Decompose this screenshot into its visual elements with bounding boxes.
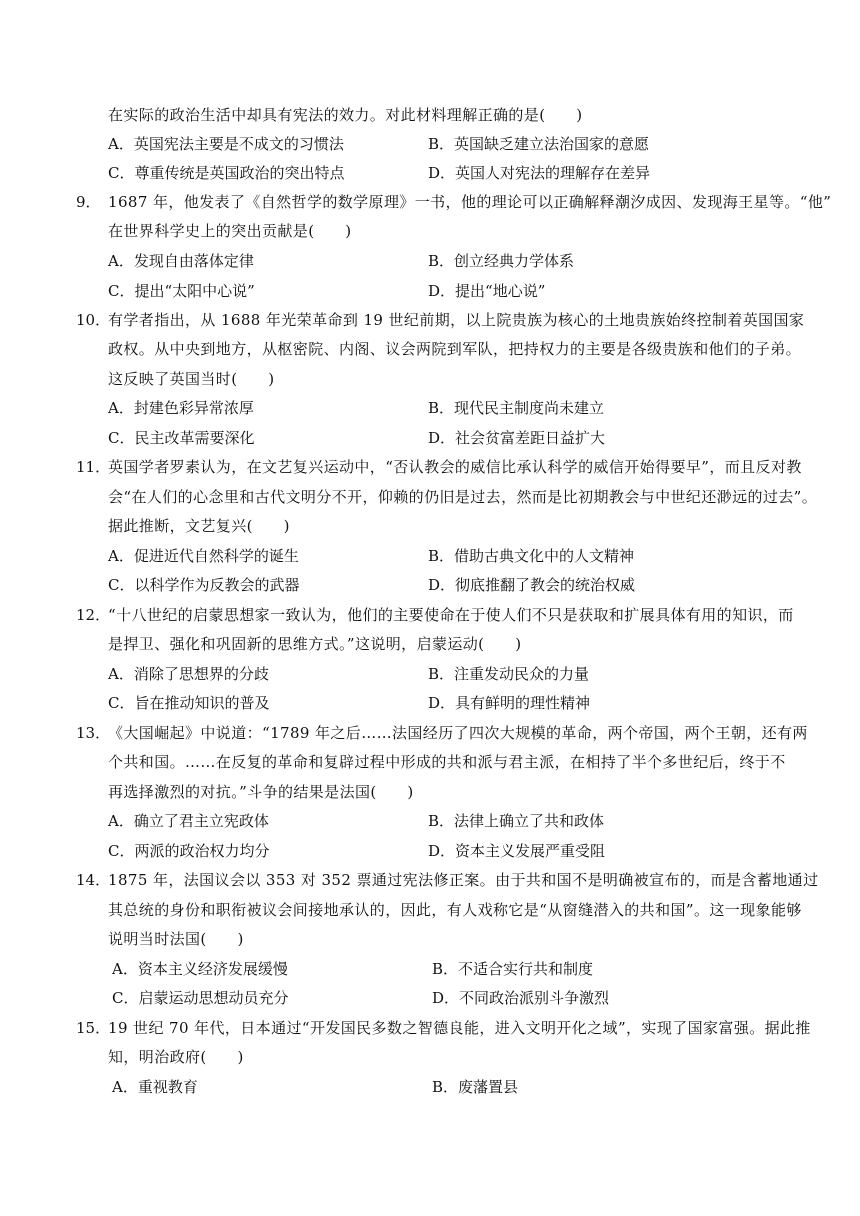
question-13-line-1: 《大国崛起》中说道：“1789 年之后……法国经历了四次大规模的革命，两个帝国，两个王朝，还有两: [108, 724, 808, 742]
question-12-option-b: B．注重发动民众的力量: [428, 665, 590, 683]
question-number: 13．: [76, 724, 111, 742]
question-9-option-d: D．提出“地心说”: [428, 282, 546, 300]
question-12-option-a: A．消除了思想界的分歧: [108, 665, 269, 683]
question-13-line-3: 再选择激烈的对抗。”斗争的结果是法国( ): [108, 783, 414, 801]
question-8-option-d: D．英国人对宪法的理解存在差异: [428, 164, 651, 182]
question-11-line-1: 英国学者罗素认为，在文艺复兴运动中，“否认教会的威信比承认科学的威信开始得要早”，而且反对教: [108, 458, 802, 476]
question-12-line-2: 是捍卫、强化和巩固新的思维方式。”这说明，启蒙运动( ): [108, 635, 522, 653]
question-10-line-1: 有学者指出，从 1688 年光荣革命到 19 世纪前期，以上院贵族为核心的土地贵族始终控制着英国国家: [108, 311, 805, 329]
question-14-option-a: A．资本主义经济发展缓慢: [112, 960, 288, 978]
question-number: 14．: [76, 871, 111, 889]
question-8-option-b: B．英国缺乏建立法治国家的意愿: [428, 135, 650, 153]
question-10-line-2: 政权。从中央到地方，从枢密院、内阁、议会两院到军队，把持权力的主要是各级贵族和他们的子弟。: [108, 340, 802, 358]
question-11-line-2: 会“在人们的心念里和古代文明分不开，仰赖的仍旧是过去，然而是比初期教会与中世纪还渺远的过去”。: [108, 488, 818, 506]
question-11-option-c: C．以科学作为反教会的武器: [108, 576, 300, 594]
question-10-option-b: B．现代民主制度尚未建立: [428, 399, 605, 417]
question-14-line-2: 其总统的身份和职衔被议会间接地承认的，因此，有人戏称它是“从窗缝潜入的共和国”。这一现象能够: [108, 901, 802, 919]
question-number: 12．: [76, 606, 111, 624]
question-11-option-a: A．促进近代自然科学的诞生: [108, 547, 299, 565]
question-14-option-d: D．不同政治派别斗争激烈: [432, 989, 610, 1007]
question-9-line-1: 1687 年，他发表了《自然哲学的数学原理》一书，他的理论可以正确解释潮汐成因、发现海王星等。“他”: [108, 193, 832, 211]
question-10-option-d: D．社会贫富差距日益扩大: [428, 429, 606, 447]
question-14-line-3: 说明当时法国( ): [108, 930, 244, 948]
question-11-option-d: D．彻底推翻了教会的统治权威: [428, 576, 636, 594]
question-10-option-c: C．民主改革需要深化: [108, 429, 255, 447]
question-9-option-b: B．创立经典力学体系: [428, 252, 575, 270]
question-14-option-c: C．启蒙运动思想动员充分: [112, 989, 289, 1007]
question-13-option-a: A．确立了君主立宪政体: [108, 812, 269, 830]
question-10-line-3: 这反映了英国当时( ): [108, 370, 275, 388]
question-12-option-d: D．具有鲜明的理性精神: [428, 694, 591, 712]
question-9-option-a: A．发现自由落体定律: [108, 252, 254, 270]
question-15-option-a: A．重视教育: [112, 1078, 198, 1096]
question-14-line-1: 1875 年，法国议会以 353 对 352 票通过宪法修正案。由于共和国不是明确被宣布的，而是含蓄地通过: [108, 871, 819, 889]
question-number: 9．: [76, 193, 101, 211]
question-11-option-b: B．借助古典文化中的人文精神: [428, 547, 635, 565]
question-13-option-b: B．法律上确立了共和政体: [428, 812, 605, 830]
question-number: 15．: [76, 1019, 111, 1037]
question-11-line-3: 据此推断，文艺复兴( ): [108, 517, 290, 535]
question-9-option-c: C．提出“太阳中心说”: [108, 282, 255, 300]
question-13-option-d: D．资本主义发展严重受阻: [428, 842, 606, 860]
question-14-option-b: B．不适合实行共和制度: [432, 960, 594, 978]
question-15-line-1: 19 世纪 70 年代，日本通过“开发国民多数之智德良能，进入文明开化之域”，实现了国家富强。据此推: [108, 1019, 811, 1037]
question-13-line-2: 个共和国。……在反复的革命和复辟过程中形成的共和派与君主派，在相持了半个多世纪后，终于不: [108, 753, 786, 771]
question-12-line-1: “十八世纪的启蒙思想家一致认为，他们的主要使命在于使人们不只是获取和扩展具体有用的知识，而: [108, 606, 794, 624]
question-number: 11．: [76, 458, 111, 476]
question-number: 10．: [76, 311, 111, 329]
question-8-option-c: C．尊重传统是英国政治的突出特点: [108, 164, 345, 182]
question-8-text-tail: 在实际的政治生活中却具有宪法的效力。对此材料理解正确的是( ): [108, 106, 583, 124]
question-9-line-2: 在世界科学史上的突出贡献是( ): [108, 222, 352, 240]
question-10-option-a: A．封建色彩异常浓厚: [108, 399, 254, 417]
question-15-option-b: B．废藩置县: [432, 1078, 519, 1096]
question-8-option-a: A．英国宪法主要是不成文的习惯法: [108, 135, 344, 153]
question-15-line-2: 知，明治政府( ): [108, 1048, 244, 1066]
question-12-option-c: C．旨在推动知识的普及: [108, 694, 270, 712]
question-13-option-c: C．两派的政治权力均分: [108, 842, 270, 860]
